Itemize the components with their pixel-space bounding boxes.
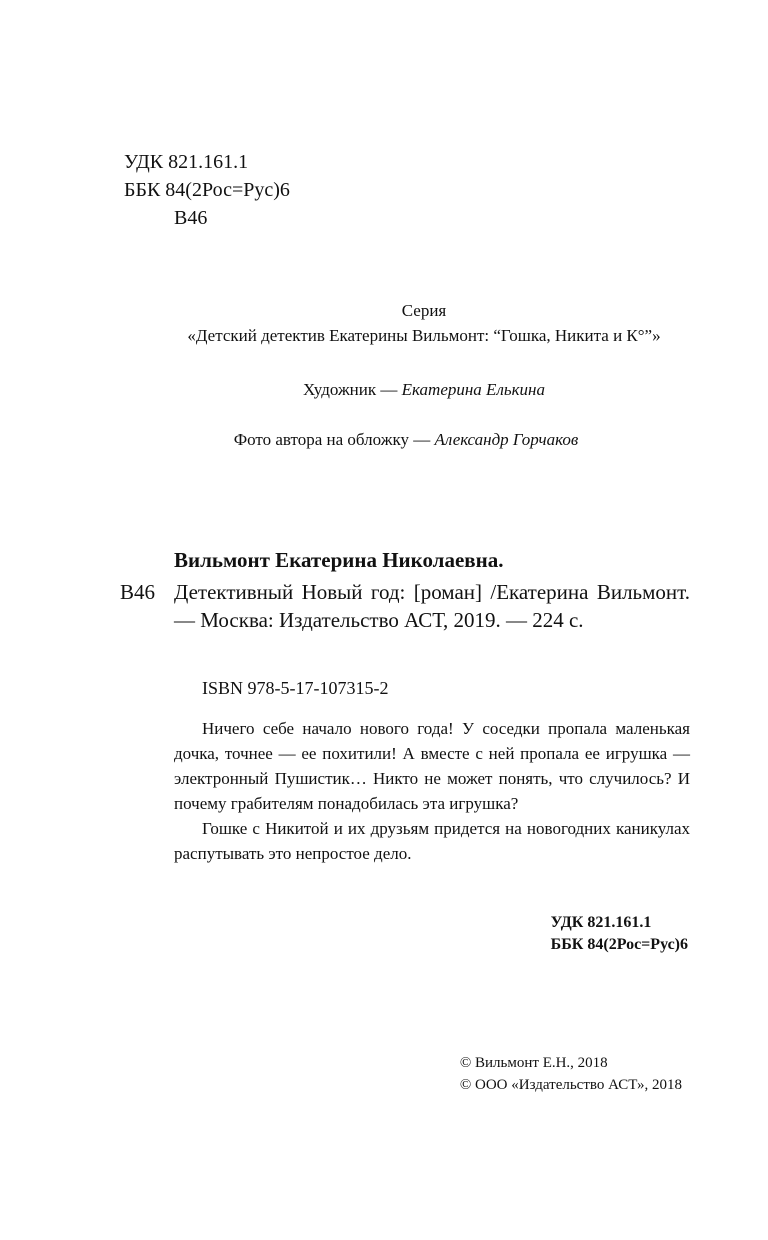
udk-code-bottom: УДК 821.161.1 [550, 914, 652, 931]
bbk-code: ББК 84(2Рос=Рус)6 [124, 179, 290, 201]
photo-label: Фото автора на обложку — [233, 430, 431, 449]
annotation [174, 716, 690, 866]
bibliographic-author: Вильмонт Екатерина Николаевна. [174, 548, 504, 572]
author-sign: В46 [174, 207, 208, 229]
artist-label: Художник — [303, 380, 398, 399]
copyright-publisher: © ООО «Издательство АСТ», 2018 [459, 1077, 682, 1093]
bibliographic-code: В46 [120, 580, 156, 604]
classification-codes-top [124, 148, 290, 232]
series-name: «Детский детектив Екатерины Вильмонт: “Гошка, Никита и К°”» [187, 326, 661, 345]
artist-credit [40, 378, 768, 402]
series-block [40, 298, 768, 348]
bibliographic-description: Детективный Новый год: [роман] /Екатерина Вильмонт. — Москва: Издательство АСТ, 2019. — 224 с. [174, 580, 690, 632]
copyright-author: © Вильмонт Е.Н., 2018 [459, 1055, 608, 1071]
isbn: ISBN 978-5-17-107315-2 [202, 678, 389, 698]
copyright-block [460, 1052, 682, 1096]
classification-codes-bottom [551, 912, 688, 956]
bbk-code-bottom: ББК 84(2Рос=Рус)6 [550, 936, 688, 953]
artist-name: Екатерина Елькина [401, 380, 545, 399]
series-label: Серия [401, 301, 447, 320]
annotation-paragraph-1: Ничего себе начало нового года! У соседки пропала маленькая дочка, точнее — ее похитили! А вместе с ней пропала ее игрушка — электронный Пушистик… Никто не может понять, что случилось? И почему грабителям понадобилась эта игрушка? [174, 719, 690, 813]
udk-code: УДК 821.161.1 [124, 151, 249, 173]
photo-name: Александр Горчаков [434, 430, 579, 449]
photo-credit [22, 428, 768, 452]
annotation-paragraph-2: Гошке с Никитой и их друзьям придется на новогодних каникулах распутывать это непростое дело. [174, 819, 690, 863]
